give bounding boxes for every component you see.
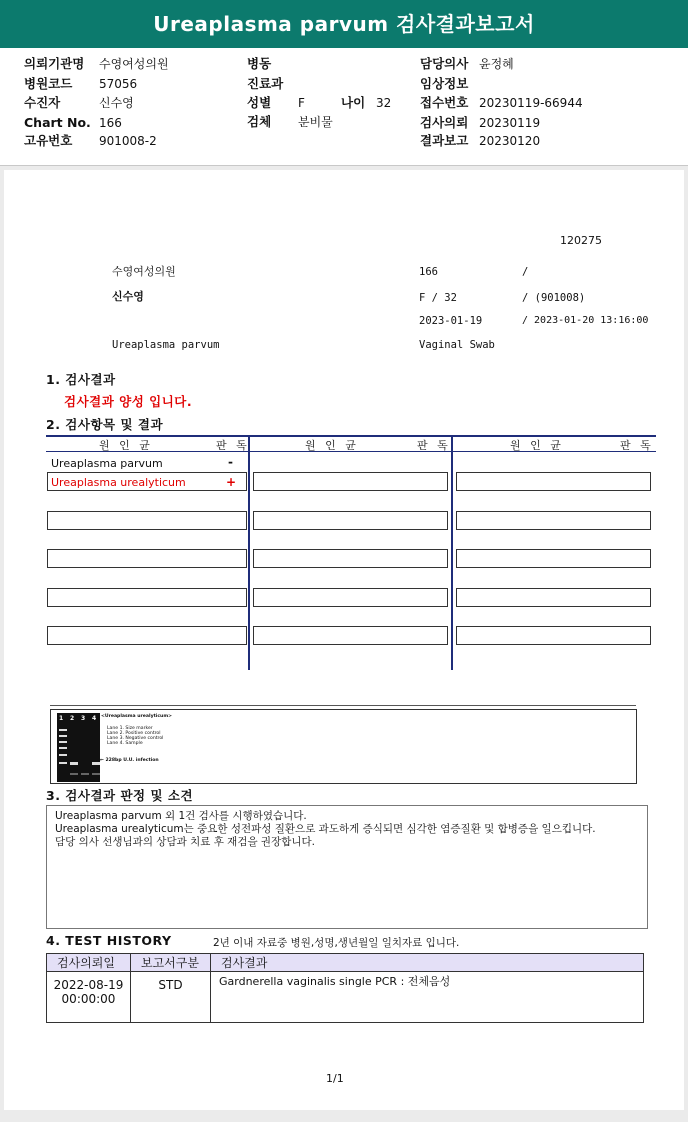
lane-number: 1 — [59, 715, 64, 722]
result-cell — [47, 588, 247, 607]
section4-title: 4. TEST HISTORY — [46, 933, 172, 948]
page-patient-name: 신수영 — [112, 290, 144, 303]
unique-label: 고유번호 — [24, 133, 73, 148]
sex-value: F — [298, 96, 305, 110]
unique-value: 901008-2 — [99, 134, 157, 148]
history-date: 2022-08-19 — [53, 978, 124, 992]
opinion-line: Ureaplasma urealyticum는 중요한 성전파성 질환으로 과도하게 증식되면 심각한 염증질환 및 합병증을 일으킵니다. — [55, 823, 596, 835]
gel-band — [59, 762, 67, 764]
gel-band — [59, 741, 67, 743]
receipt-value: 20230119-66944 — [479, 96, 583, 110]
page-institution: 수영여성의원 — [112, 265, 176, 278]
result-cell — [456, 472, 651, 491]
receipt-label: 접수번호 — [420, 95, 469, 110]
gel-band — [92, 762, 100, 765]
result-cell — [253, 472, 448, 491]
organism-name: Ureaplasma parvum — [51, 457, 163, 470]
organism-name: Ureaplasma urealyticum — [51, 476, 186, 489]
age-value: 32 — [376, 96, 392, 110]
sex-label: 성별 — [247, 95, 272, 110]
clinical-label: 임상정보 — [420, 76, 469, 91]
result-cell — [456, 511, 651, 530]
results-column-divider — [451, 435, 453, 670]
page-request-date: 2023-01-19 — [419, 315, 483, 327]
specimen-value: 분비물 — [298, 115, 333, 129]
patient-value: 신수영 — [99, 96, 134, 110]
gel-legend-item: Lane 2. Positive control — [107, 731, 161, 736]
dept-label: 진료과 — [247, 76, 284, 91]
gel-electrophoresis-image — [57, 713, 100, 782]
page-id: / (901008) — [522, 292, 586, 304]
page-test-name: Ureaplasma parvum — [112, 339, 220, 351]
hospital-code-value: 57056 — [99, 77, 138, 91]
result-cell — [253, 626, 448, 645]
history-col-date: 검사의뢰일 — [47, 954, 131, 972]
request-value: 20230119 — [479, 116, 541, 130]
gel-image-panel — [50, 709, 637, 784]
result-cell — [456, 549, 651, 568]
hospital-code-label: 병원코드 — [24, 76, 73, 91]
chart-value: 166 — [99, 116, 122, 130]
gel-heading: <Ureaplasma urealyticum> — [101, 714, 172, 719]
result-cell — [47, 549, 247, 568]
history-col-type: 보고서구분 — [131, 954, 211, 972]
col-organism-header: 원 인 균 — [510, 439, 564, 452]
report-label: 결과보고 — [420, 133, 469, 148]
history-header-row — [47, 954, 644, 972]
opinion-line: 담당 의사 선생님과의 상담과 치료 후 재검을 권장합니다. — [55, 836, 315, 848]
gel-band — [59, 735, 67, 737]
gel-legend-item: Lane 4. Sample — [107, 741, 143, 746]
result-cell — [47, 511, 247, 530]
result-cell — [456, 588, 651, 607]
gel-band — [81, 773, 89, 775]
gel-legend-item: Lane 1. Size marker — [107, 726, 153, 731]
result-cell — [456, 626, 651, 645]
report-title: Ureaplasma parvum 검사결과보고서 — [0, 0, 688, 48]
col-organism-header: 원 인 균 — [99, 439, 153, 452]
report-header — [0, 48, 688, 166]
institution-value: 수영여성의원 — [99, 57, 169, 71]
gel-band — [59, 754, 67, 756]
doctor-label: 담당의사 — [420, 56, 469, 71]
result-cell — [253, 549, 448, 568]
page-specimen: Vaginal Swab — [419, 339, 495, 351]
table-row — [47, 972, 644, 1023]
lane-number: 3 — [81, 715, 86, 722]
divider-line — [50, 705, 636, 706]
page-report-datetime: / 2023-01-20 13:16:00 — [522, 315, 649, 326]
col-result-header: 판 독 — [417, 439, 451, 452]
col-result-header: 판 독 — [216, 439, 250, 452]
gel-band — [59, 747, 67, 749]
lane-number: 2 — [70, 715, 75, 722]
result-cell — [253, 511, 448, 530]
history-date-cell — [47, 972, 131, 1023]
gel-band — [70, 762, 78, 765]
gel-band — [92, 773, 100, 775]
report-page — [4, 170, 684, 1110]
patient-label: 수진자 — [24, 95, 61, 110]
history-result: Gardnerella vaginalis single PCR : 전체음성 — [211, 972, 644, 1023]
chart-label: Chart No. — [24, 115, 91, 130]
page-chart: 166 — [419, 266, 438, 278]
organism-result: - — [228, 455, 233, 469]
doctor-value: 윤정혜 — [479, 57, 514, 71]
opinion-box — [46, 805, 648, 929]
organism-result: + — [226, 475, 237, 489]
report-code: 120275 — [560, 234, 602, 247]
page-sex-age: F / 32 — [419, 292, 457, 304]
gel-legend-item: Lane 3. Negative control — [107, 736, 164, 741]
results-column-divider — [248, 435, 250, 670]
specimen-label: 검체 — [247, 114, 272, 129]
age-label: 나이 — [341, 95, 366, 110]
gel-band-label: ← 228bp U.U. infection — [100, 758, 159, 763]
section2-title: 2. 검사항목 및 결과 — [46, 417, 164, 432]
section1-result: 검사결과 양성 입니다. — [64, 394, 193, 409]
section3-title: 3. 검사결과 판정 및 소견 — [46, 788, 194, 803]
history-col-result: 검사결과 — [211, 954, 644, 972]
request-label: 검사의뢰 — [420, 115, 469, 130]
result-cell — [253, 588, 448, 607]
section1-title: 1. 검사결과 — [46, 372, 116, 387]
institution-label: 의뢰기관명 — [24, 56, 85, 71]
col-result-header: 판 독 — [620, 439, 654, 452]
col-organism-header: 원 인 균 — [305, 439, 359, 452]
history-note: 2년 이내 자료중 병원,성명,생년월일 일치자료 입니다. — [213, 937, 460, 949]
report-value: 20230120 — [479, 134, 541, 148]
history-time: 00:00:00 — [61, 992, 116, 1006]
ward-label: 병동 — [247, 56, 272, 71]
page-number: 1/1 — [326, 1072, 344, 1085]
gel-band — [59, 729, 67, 731]
gel-band — [70, 773, 78, 775]
history-table — [46, 953, 644, 1023]
page-slash: / — [522, 266, 529, 278]
result-cell — [47, 626, 247, 645]
opinion-line: Ureaplasma parvum 외 1건 검사를 시행하였습니다. — [55, 810, 307, 822]
history-type: STD — [131, 972, 211, 1023]
lane-number: 4 — [92, 715, 97, 722]
